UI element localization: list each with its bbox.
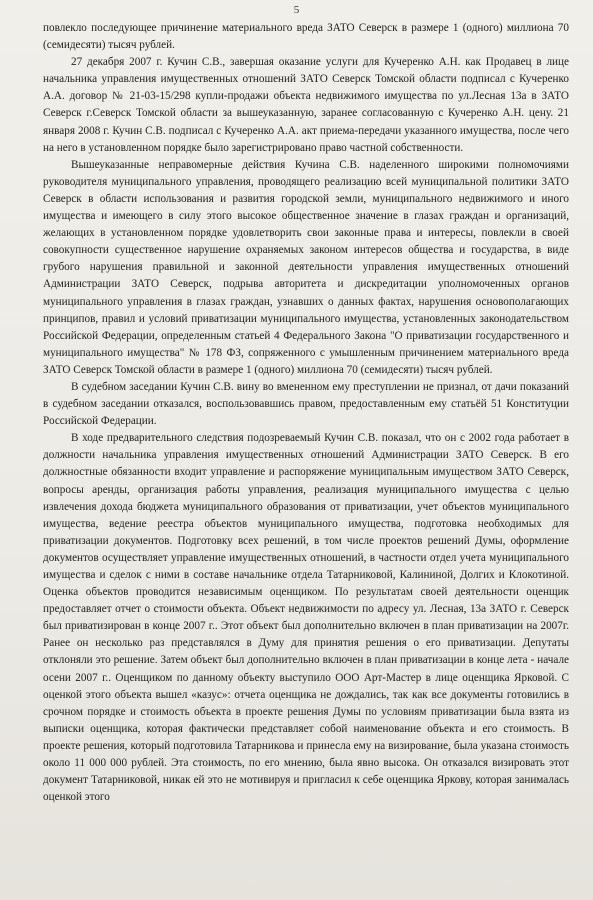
page-number: 5 [293,4,300,16]
paragraph-2: 27 декабря 2007 г. Кучин С.В., завершая оказание услуги для Кучеренко А.Н. как Продавец в лице начальника управления имущественных отношений ЗАТО Северск Томской области подписал с Кучеренко А.А. договор № 21-03-15/298 купли-продажи объекта недвижимого имущества по ул.Лесная 13а в ЗАТО Северск г.Северск Томской области за вышеуказанную, заранее согласованную с Кучеренко А.Н. цену. 21 января 2008 г. Кучин С.В. подписал с Кучеренко А.А. акт приема-передачи указанного имущества, после чего на него в установленном порядке было зарегистрировано право частной собственности. [43,56,569,154]
paragraph-1: повлекло последующее причинение материального вреда ЗАТО Северск в размере 1 (одного) миллиона 70 (семидесяти) тысяч рублей. [43,22,569,52]
paragraph-3: Вышеуказанные неправомерные действия Кучина С.В. наделенного широкими полномочиями руководителя муниципального управления, проводящего реализацию всей муниципальной политики ЗАТО Северск в области использования и развития городской земли, муниципального недвижимого и иного имущества и имеющего в силу этого высокое общественное значение в глазах граждан и организаций, желающих в установленном порядке удовлетворить свои законные права и интересы, повлекли в своей совокупности существенное нарушение охраняемых законом интересов общества и государства, в виде грубого нарушения правильной и законной деятельности управления имущественных отношений Администрации ЗАТО Северск, подрыва авторитета и дискредитации уполномоченных органов муниципального управления в глазах граждан, узнавших о данных фактах, нарушения основополагающих принципов, правил и условий приватизации муниципального имущества, установленных законодательством Российской Федерации, определенным статьей 4 Федерального Закона "О приватизации государственного и муниципального имущества" № 178 ФЗ, сопряженного с умышленным причинением материального вреда ЗАТО Северск Томской области в размере 1 (одного) миллиона 70 (семидесяти) тысяч рублей. [43,158,569,376]
paragraph-4: В судебном заседании Кучин С.В. вину во вмененном ему преступлении не признал, от дачи показаний в судебном заседании отказался, воспользовавшись правом, предоставленным ему статьёй 51 Конституции Российской Федерации. [43,380,569,428]
document-body [43,20,569,806]
paragraph-5: В ходе предварительного следствия подозреваемый Кучин С.В. показал, что он с 2002 года работает в должности начальника управления имущественных отношений Администрации ЗАТО Северск. В его должностные обязанности входит управление и распоряжение муниципальным имуществом ЗАТО Северск, вопросы аренды, организация работы управления, реализация муниципального имущества с целью извлечения дохода бюджета муниципального образования от приватизации, учет объектов муниципального имущества, ведение реестра объектов муниципального имущества, подготовка необходимых для приватизации документов. Подготовку всех решений, в том числе проектов решений Думы, оформление документов осуществляет управление имущественных отношений, в частности отдел учета муниципального имущества и сделок с ними в составе начальнике отдела Татарниковой, Калининой, Долгих и Клокотиной. Оценка объектов проводится независимым оценщиком. По результатам своей деятельности оценщик предоставляет отчет о стоимости объекта. Объект недвижимости по адресу ул. Лесная, 13а ЗАТО г. Северск был приватизирован в конце 2007 г.. Этот объект был дополнительно включен в план приватизации на 2007г. Ранее он несколько раз представлялся в Думу для принятия решения о его приватизации. Депутаты отклоняли это решение. Затем объект был дополнительно включен в план приватизации в конце лета - начале осени 2007 г.. Оценщиком по данному объекту выступило ООО Арт-Мастер в лице оценщика Ярковой. С оценкой этого объекта вышел «казус»: отчета оценщика не дождались, так как все документы готовились в срочном порядке и стоимость объекта в проекте решения Думы по условиям приватизации была взята из выписки оценщика, которая фактически представляет собой наименование объекта и его стоимость. В проекте решения, который подготовила Татарникова и принесла ему на визирование, была указана стоимость около 11 000 000 рублей. Эта стоимость, по его мнению, была явно высока. Он отказался визировать этот документ Татарниковой, никак ей это не мотивируя и пригласил к себе оценщика Яркову, которая занималась оценкой этого [43,432,569,804]
